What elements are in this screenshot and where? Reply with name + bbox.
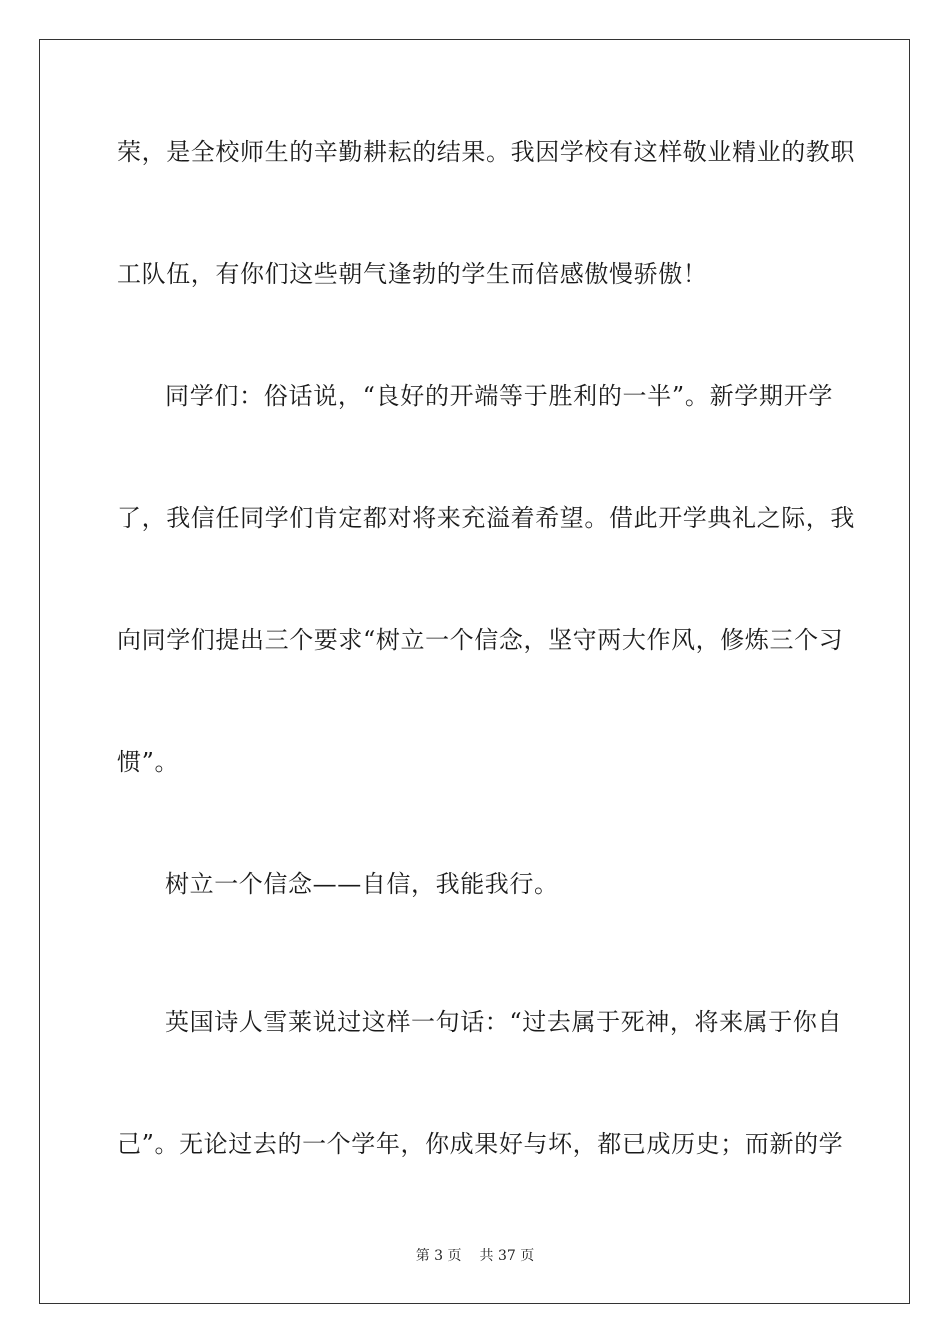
text-line-8: 英国诗人雪莱说过这样一句话：“过去属于死神，将来属于你自 [165,1008,843,1036]
text-line-7: 树立一个信念——自信，我能我行。 [165,870,559,898]
text-line-2: 工队伍，有你们这些朝气逢勃的学生而倍感傲慢骄傲！ [117,260,708,288]
page-footer [0,1247,950,1265]
text-line-1: 荣，是全校师生的辛勤耕耘的结果。我因学校有这样敬业精业的教职 [117,138,855,166]
text-line-3: 同学们：俗话说，“良好的开端等于胜利的一半”。新学期开学 [165,382,833,410]
page-number: 第 3 页 [415,1248,462,1264]
text-line-6: 惯”。 [117,748,180,776]
total-pages: 共 37 页 [479,1248,535,1264]
text-line-4: 了，我信任同学们肯定都对将来充溢着希望。借此开学典礼之际，我 [117,504,855,532]
text-line-5: 向同学们提出三个要求“树立一个信念，坚守两大作风，修炼三个习 [117,626,844,654]
text-line-9: 己”。无论过去的一个学年，你成果好与坏，都已成历史；而新的学 [117,1130,844,1158]
page-border [39,39,910,1304]
